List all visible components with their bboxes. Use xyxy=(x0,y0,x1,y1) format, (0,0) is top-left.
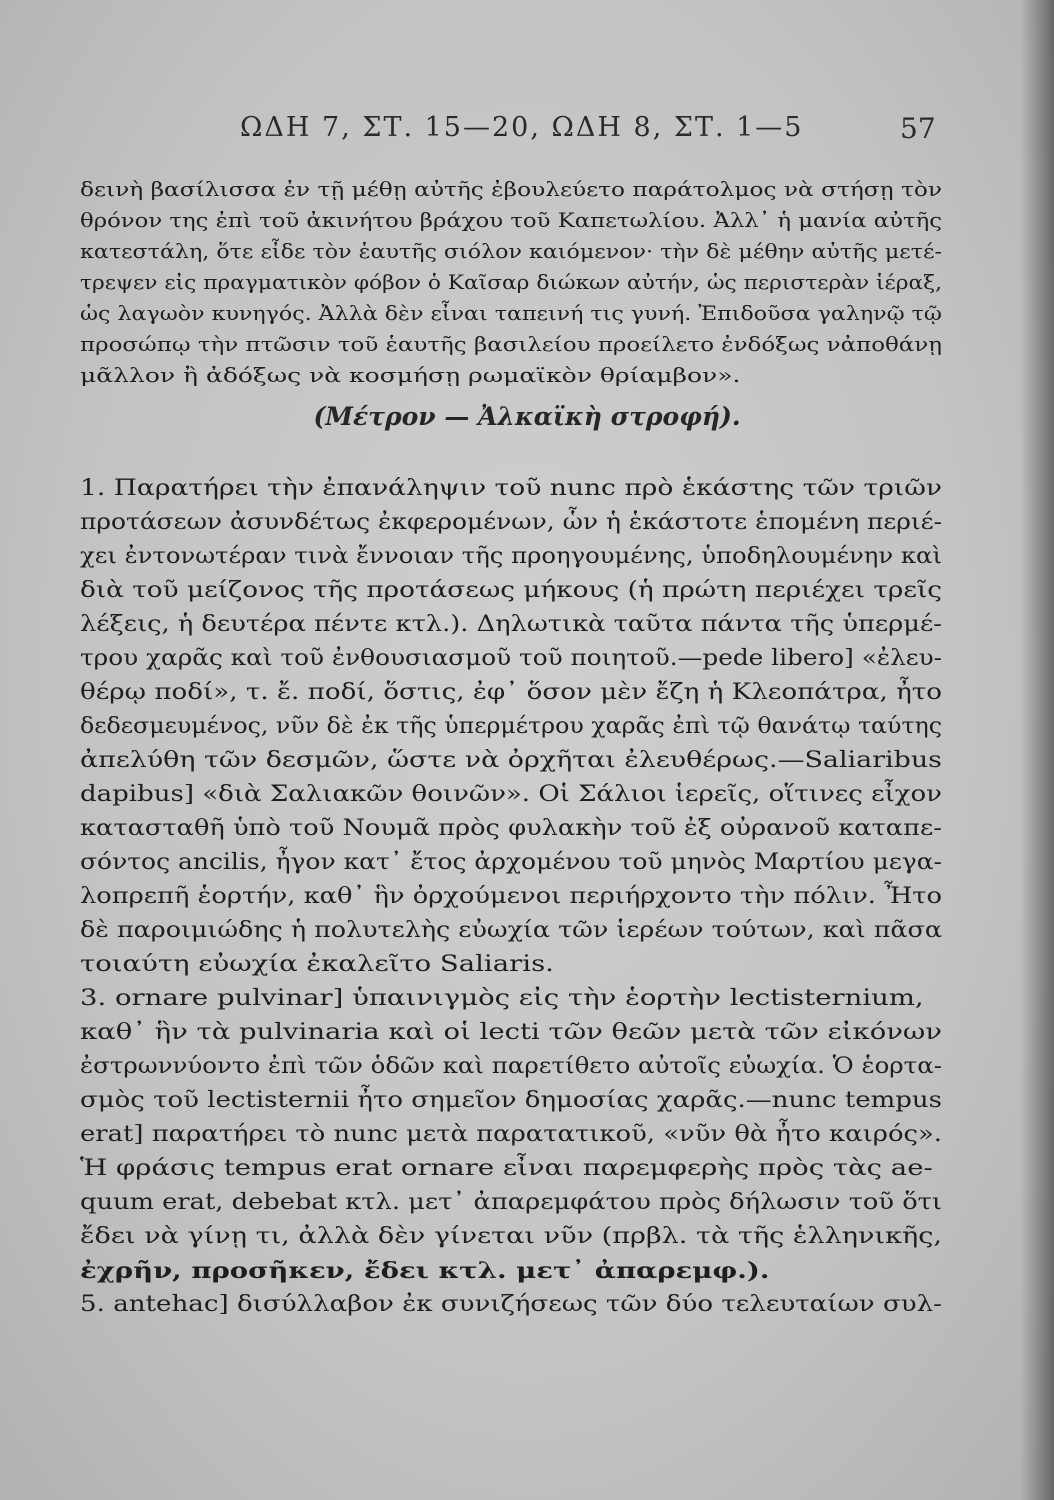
text-line: κατεστάλη, ὅτε εἶδε τὸν ἑαυτῆς σιόλον καιόμενον· τὴν δὲ μέθην αὐτῆς μετέ- xyxy=(80,239,943,263)
text-line: 5. antehac] δισύλλαβον ἐκ συνιζήσεως τῶν δύο τελευταίων συλ- xyxy=(80,1292,942,1317)
text-line: ἀπελύθη τῶν δεσμῶν, ὥστε νὰ ὀρχῆται ἐλευθέρως.—Saliaribus xyxy=(80,748,943,773)
text-line: θρόνον της ἐπὶ τοῦ ἀκινήτου βράχου τοῦ Καπετωλίου. Ἀλλ᾿ ἡ μανία αὐτῆς xyxy=(80,208,942,232)
text-line: quum erat, debebat κτλ. μετ᾿ ἀπαρεμφάτου πρὸς δήλωσιν τοῦ ὅτι xyxy=(80,1190,942,1215)
text-line: μᾶλλον ἢ ἀδόξως νὰ κοσμήσῃ ρωμαϊκὸν θρίαμβον». xyxy=(80,363,741,387)
text-line: 3. ornare pulvinar] ὑπαινιγμὸς εἰς τὴν ἑορτὴν lectisternium, xyxy=(80,986,924,1011)
text-line: ἐστρωννύοντο ἐπὶ τῶν ὁδῶν καὶ παρετίθετο αὐτοῖς εὐωχία. Ὁ ἑορτα- xyxy=(80,1054,942,1079)
text-line: δὲ παροιμιώδης ἡ πολυτελὴς εὐωχία τῶν ἱερέων τούτων, καὶ πᾶσα xyxy=(80,918,942,943)
running-head: ΩΔΗ 7, ΣΤ. 15—20, ΩΔΗ 8, ΣΤ. 1—5 xyxy=(240,112,804,143)
text-line: τοιαύτη εὐωχία ἐκαλεῖτο Saliaris. xyxy=(80,952,554,977)
text-line: δεινὴ βασίλισσα ἐν τῇ μέθῃ αὐτῆς ἐβουλεύετο παράτολμος νὰ στήσῃ τὸν xyxy=(80,177,943,201)
section-title: (Μέτρον — Ἀλκαϊκὴ στροφή). xyxy=(313,402,741,431)
text-line: δεδεσμευμένος, νῦν δὲ ἐκ τῆς ὑπερμέτρου χαρᾶς ἐπὶ τῷ θανάτῳ ταύτης xyxy=(80,714,942,739)
intro-paragraph xyxy=(80,174,942,391)
text-line: σόντος ancilis, ἦγον κατ᾿ ἔτος ἀρχομένου τοῦ μηνὸς Μαρτίου μεγα- xyxy=(80,850,942,875)
text-line: λοπρεπῆ ἑορτήν, καθ᾿ ἣν ὀρχούμενοι περιήρχοντο τὴν πόλιν. Ἦτο xyxy=(80,884,942,909)
page-number: 57 xyxy=(900,112,936,145)
page-header xyxy=(0,112,1054,152)
text-line: προσώπῳ τὴν πτῶσιν τοῦ ἑαυτῆς βασιλείου προείλετο ἐνδόξως νἀποθάνῃ xyxy=(80,332,942,356)
text-line: Ἡ φράσις tempus erat ornare εἶναι παρεμφερὴς πρὸς τὰς ae- xyxy=(80,1156,933,1181)
text-line: ὡς λαγωὸν κυνηγός. Ἀλλὰ δὲν εἶναι ταπεινή τις γυνή. Ἐπιδοῦσα γαληνῷ τῷ xyxy=(80,301,942,325)
text-line: λέξεις, ἡ δευτέρα πέντε κτλ.). Δηλωτικὰ ταῦτα πάντα τῆς ὑπερμέ- xyxy=(80,612,942,637)
text-line: dapibus] «διὰ Σαλιακῶν θοινῶν». Οἱ Σάλιοι ἱερεῖς, οἵτινες εἶχον xyxy=(80,782,943,807)
text-line: ἐχρῆν, προσῆκεν, ἔδει κτλ. μετ᾿ ἀπαρεμφ.). xyxy=(80,1258,770,1284)
notes-body xyxy=(80,472,942,1322)
text-line: σμὸς τοῦ lectisternii ἦτο σημεῖον δημοσίας χαρᾶς.—nunc tempus xyxy=(80,1088,942,1113)
text-line: τρου χαρᾶς καὶ τοῦ ἐνθουσιασμοῦ τοῦ ποιητοῦ.—pede libero] «ἐλευ- xyxy=(80,646,942,671)
text-line: καθ᾿ ἣν τὰ pulvinaria καὶ οἱ lecti τῶν θεῶν μετὰ τῶν εἰκόνων xyxy=(80,1020,942,1045)
text-line: θέρῳ ποδί», τ. ἔ. ποδί, ὅστις, ἐφ᾿ ὅσον μὲν ἔζη ἡ Κλεοπάτρα, ἦτο xyxy=(80,680,943,705)
text-line: χει ἐντονωτέραν τινὰ ἔννοιαν τῆς προηγουμένης, ὑποδηλουμένην καὶ xyxy=(80,544,942,569)
text-line: 1. Παρατήρει τὴν ἐπανάληψιν τοῦ nunc πρὸ ἑκάστης τῶν τριῶν xyxy=(80,476,942,501)
text-line: ἔδει νὰ γίνῃ τι, ἀλλὰ δὲν γίνεται νῦν (πρβλ. τὰ τῆς ἑλληνικῆς, xyxy=(80,1224,942,1249)
text-line: τρεψεν εἰς πραγματικὸν φόβον ὁ Καῖσαρ διώκων αὐτήν, ὡς περιστερὰν ἱέραξ, xyxy=(80,270,942,294)
text-line: κατασταθῆ ὑπὸ τοῦ Νουμᾶ πρὸς φυλακὴν τοῦ ἐξ οὐρανοῦ καταπε- xyxy=(80,816,942,841)
text-line: erat] παρατήρει τὸ nunc μετὰ παρατατικοῦ, «νῦν θὰ ἦτο καιρός». xyxy=(80,1122,942,1147)
text-line: διὰ τοῦ μείζονος τῆς προτάσεως μήκους (ἡ πρώτη περιέχει τρεῖς xyxy=(80,578,942,603)
text-line: προτάσεων ἀσυνδέτως ἐκφερομένων, ὧν ἡ ἑκάστοτε ἑπομένη περιέ- xyxy=(80,510,942,535)
